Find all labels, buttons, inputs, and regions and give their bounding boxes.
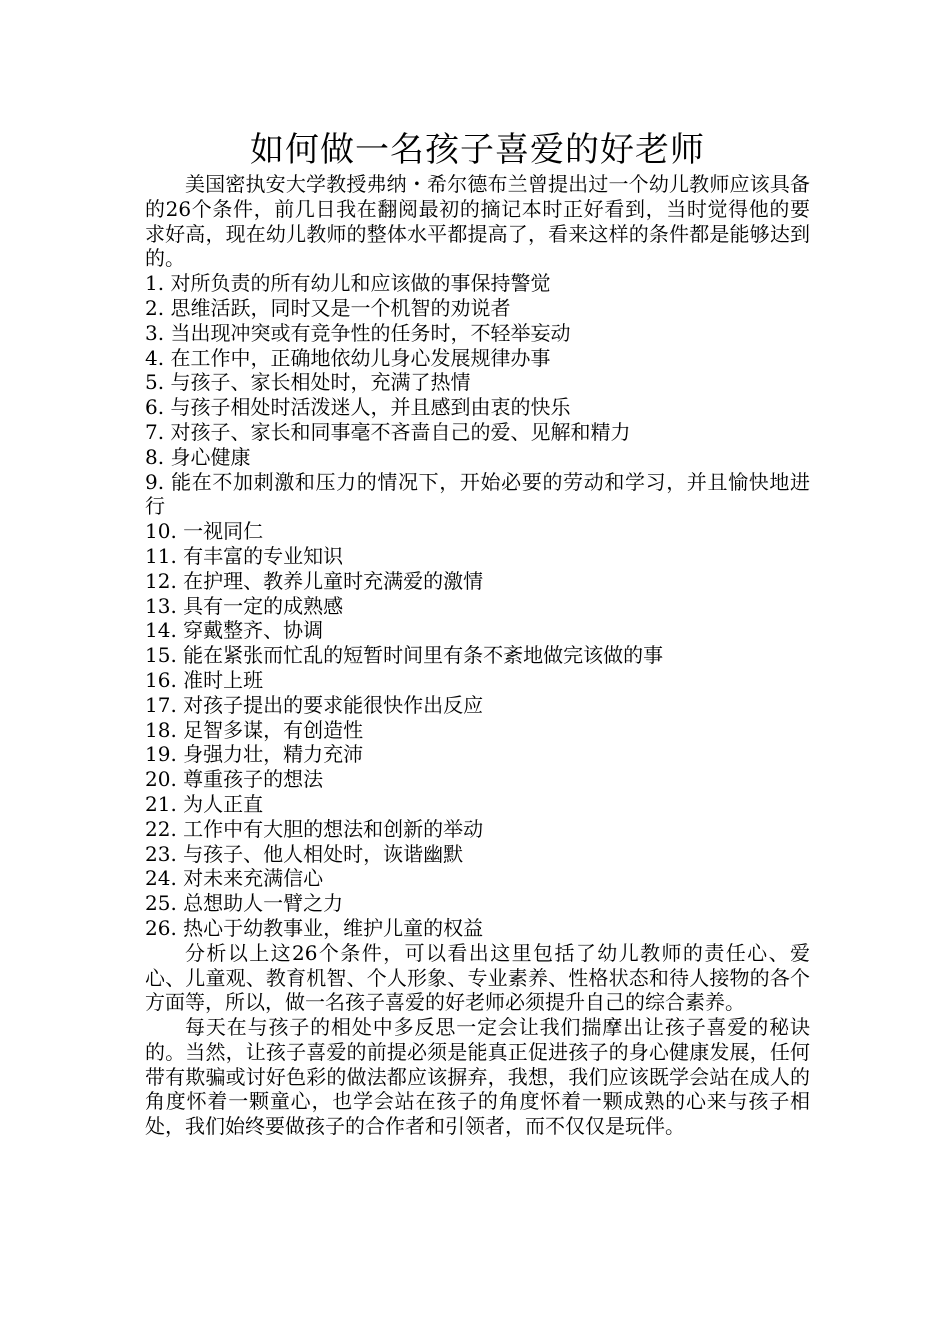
- document-page: [145, 128, 810, 1139]
- item-text: 思维活跃，同时又是一个机智的劝说者: [170, 295, 511, 320]
- item-text: 具有一定的成熟感: [183, 593, 344, 618]
- item-number: 1.: [145, 271, 165, 296]
- item-number: 17.: [145, 692, 177, 717]
- list-item: [145, 544, 810, 569]
- item-text: 当出现冲突或有竞争性的任务时，不轻举妄动: [170, 320, 571, 345]
- item-text: 总想助人一臂之力: [183, 891, 344, 916]
- item-number: 19.: [145, 742, 177, 767]
- list-item: [145, 817, 810, 842]
- item-number: 5.: [145, 370, 165, 395]
- item-number: 23.: [145, 841, 177, 866]
- item-text: 尊重孩子的想法: [183, 767, 324, 792]
- item-text: 对所负责的所有幼儿和应该做的事保持警觉: [170, 271, 551, 296]
- list-item: [145, 916, 810, 941]
- list-item: [145, 842, 810, 867]
- item-number: 22.: [145, 816, 177, 841]
- item-text: 与孩子、家长相处时，充满了热情: [170, 370, 471, 395]
- list-item: [145, 395, 810, 420]
- item-number: 24.: [145, 866, 177, 891]
- item-text: 准时上班: [183, 667, 264, 692]
- list-item: [145, 767, 810, 792]
- list-item: [145, 643, 810, 668]
- item-text: 工作中有大胆的想法和创新的举动: [183, 816, 484, 841]
- item-number: 15.: [145, 643, 177, 668]
- item-text: 对孩子提出的要求能很快作出反应: [183, 692, 484, 717]
- list-item: [145, 271, 810, 296]
- item-number: 3.: [145, 320, 165, 345]
- item-text: 对未来充满信心: [183, 866, 324, 891]
- item-text: 能在紧张而忙乱的短暂时间里有条不紊地做完该做的事: [183, 643, 664, 668]
- item-text: 穿戴整齐、协调: [183, 618, 324, 643]
- item-number: 25.: [145, 891, 177, 916]
- conclusion-paragraph: 每天在与孩子的相处中多反思一定会让我们揣摩出让孩子喜爱的秘诀的。当然，让孩子喜爱的前提必须是能真正促进孩子的身心健康发展，任何带有欺骗或讨好色彩的做法都应该摒弃，我想，我们应该既学会站在成人的角度怀着一颗童心，也学会站在孩子的角度怀着一颗成熟的心来与孩子相处，我们始终要做孩子的合作者和引领者，而不仅仅是玩伴。: [145, 1015, 810, 1139]
- list-item: [145, 742, 810, 767]
- list-item: [145, 346, 810, 371]
- item-number: 7.: [145, 419, 165, 444]
- item-number: 9.: [145, 469, 165, 494]
- list-item: [145, 891, 810, 916]
- item-number: 14.: [145, 618, 177, 643]
- item-text: 有丰富的专业知识: [183, 543, 344, 568]
- list-item: [145, 594, 810, 619]
- list-item: [145, 618, 810, 643]
- item-number: 13.: [145, 593, 177, 618]
- list-item: [145, 718, 810, 743]
- item-number: 16.: [145, 667, 177, 692]
- list-item: [145, 370, 810, 395]
- item-text: 在护理、教养儿童时充满爱的激情: [183, 568, 484, 593]
- item-text: 对孩子、家长和同事毫不吝啬自己的爱、见解和精力: [170, 419, 631, 444]
- list-item: [145, 866, 810, 891]
- item-text: 身心健康: [170, 444, 251, 469]
- document-body: [145, 172, 810, 1139]
- item-number: 8.: [145, 444, 165, 469]
- item-number: 18.: [145, 717, 177, 742]
- item-number: 12.: [145, 568, 177, 593]
- item-number: 20.: [145, 767, 177, 792]
- item-text: 为人正直: [183, 791, 264, 816]
- item-number: 26.: [145, 915, 177, 940]
- item-text: 身强力壮，精力充沛: [183, 742, 364, 767]
- item-text: 一视同仁: [183, 519, 264, 544]
- list-item: [145, 569, 810, 594]
- item-number: 21.: [145, 791, 177, 816]
- document-title: 如何做一名孩子喜爱的好老师: [250, 130, 705, 170]
- item-text: 在工作中，正确地依幼儿身心发展规律办事: [170, 345, 551, 370]
- list-item: [145, 668, 810, 693]
- item-number: 4.: [145, 345, 165, 370]
- conditions-list: [145, 271, 810, 941]
- item-number: 11.: [145, 543, 177, 568]
- intro-paragraph: 美国密执安大学教授弗纳・希尔德布兰曾提出过一个幼儿教师应该具备的26个条件，前几日我在翻阅最初的摘记本时正好看到，当时觉得他的要求好高，现在幼儿教师的整体水平都提高了，看来这样的条件都是能够达到的。: [145, 172, 810, 271]
- item-text: 能在不加刺激和压力的情况下，开始必要的劳动和学习，并且愉快地进行: [145, 469, 811, 519]
- item-number: 2.: [145, 295, 165, 320]
- analysis-paragraph: 分析以上这26个条件，可以看出这里包括了幼儿教师的责任心、爱心、儿童观、教育机智、个人形象、专业素养、性格状态和待人接物的各个方面等，所以，做一名孩子喜爱的好老师必须提升自己的综合素养。: [145, 940, 810, 1015]
- list-item: [145, 693, 810, 718]
- list-item: [145, 445, 810, 470]
- list-item: [145, 792, 810, 817]
- item-text: 足智多谋，有创造性: [183, 717, 364, 742]
- list-item: [145, 519, 810, 544]
- list-item: [145, 296, 810, 321]
- list-item: [145, 470, 810, 520]
- list-item: [145, 321, 810, 346]
- item-text: 与孩子、他人相处时，诙谐幽默: [183, 841, 464, 866]
- item-number: 10.: [145, 519, 177, 544]
- item-text: 热心于幼教事业，维护儿童的权益: [183, 915, 484, 940]
- list-item: [145, 420, 810, 445]
- item-text: 与孩子相处时活泼迷人，并且感到由衷的快乐: [170, 395, 571, 420]
- item-number: 6.: [145, 395, 165, 420]
